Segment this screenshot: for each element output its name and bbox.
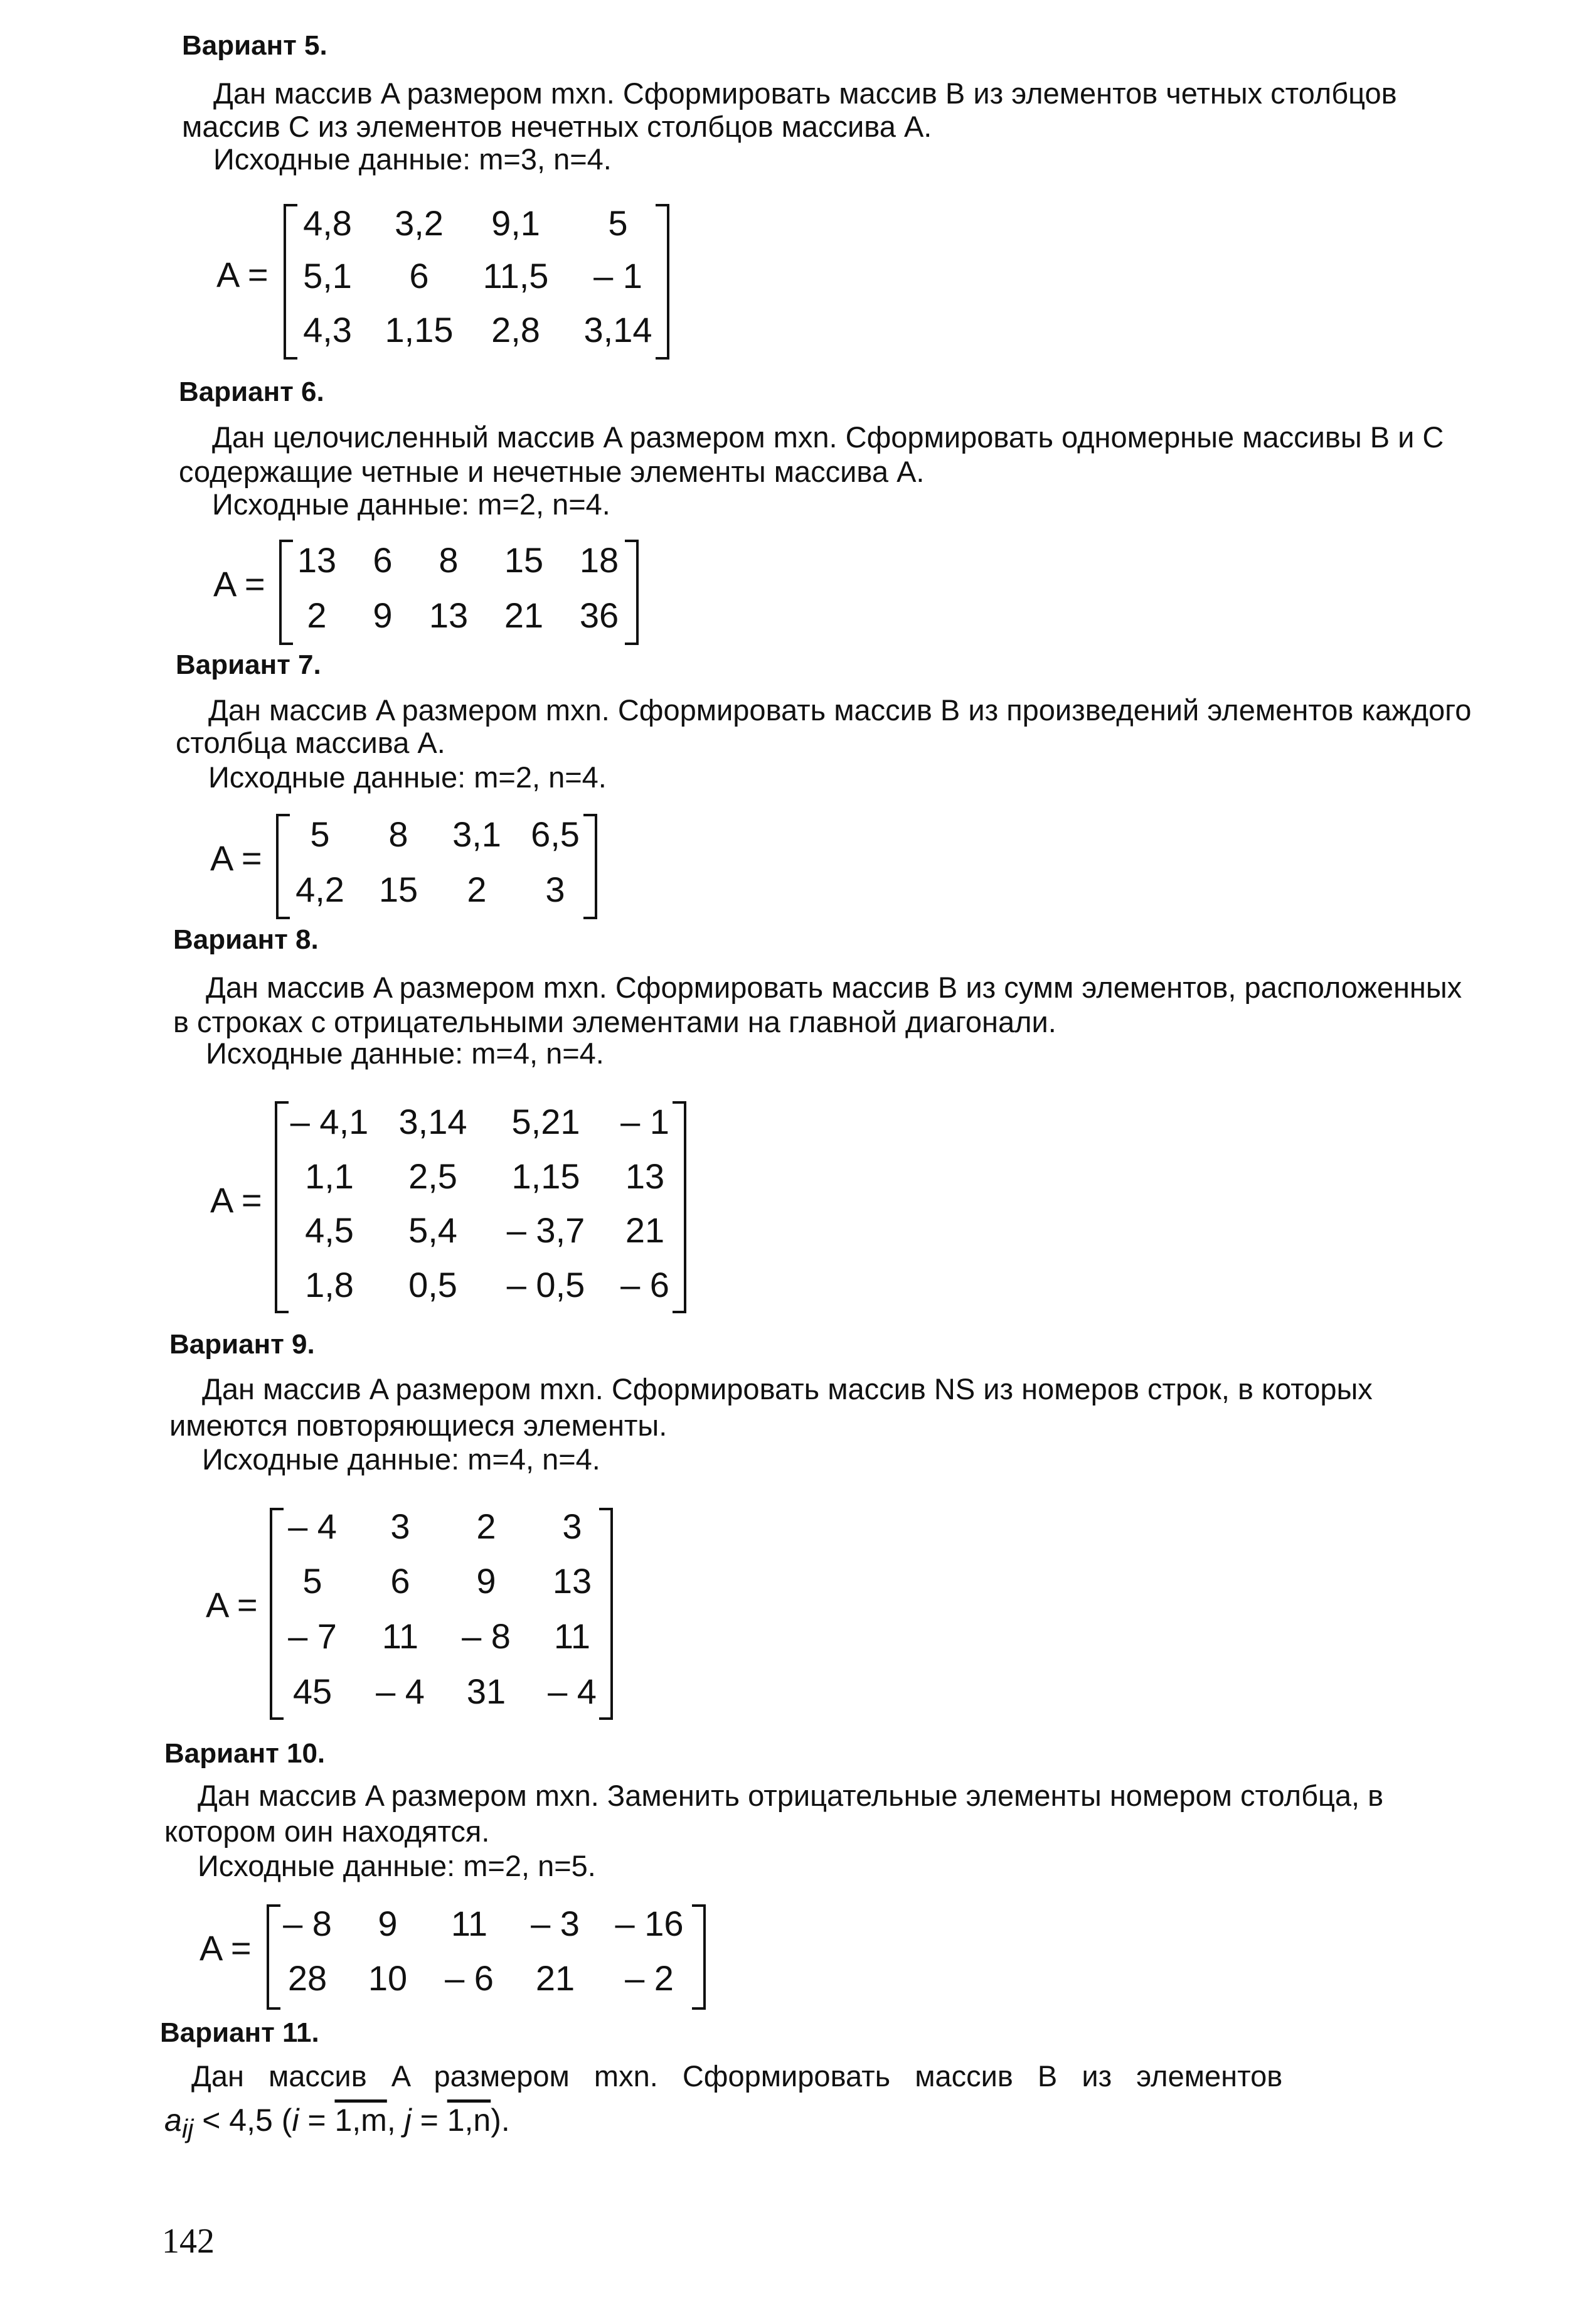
formula-range-j: 1,n <box>447 2103 491 2138</box>
matrix-cell: 4,3 <box>303 310 352 349</box>
matrix-cell: – 3,7 <box>506 1210 585 1250</box>
formula-equals: = <box>299 2103 335 2138</box>
matrix-cell: 15 <box>504 540 544 580</box>
formula-equals: = <box>411 2103 447 2138</box>
formula-end: ). <box>491 2103 510 2138</box>
matrix-label: A = <box>210 838 262 878</box>
matrix-cell: – 4 <box>376 1672 425 1711</box>
task-line: столбца массива A. <box>176 726 445 759</box>
matrix-cell: 2 <box>307 595 327 635</box>
matrix-cell: 21 <box>504 595 544 635</box>
matrix-cell: 2,8 <box>491 310 540 349</box>
formula-range-i: 1,m <box>334 2103 387 2138</box>
matrix-cell: 1,15 <box>511 1156 580 1196</box>
left-bracket <box>270 1508 284 1720</box>
matrix-cell: – 6 <box>620 1265 669 1304</box>
matrix-cell: – 16 <box>615 1904 684 1943</box>
task-line: Дан массив A размером mxn. Сформировать массив B из элементов <box>191 2059 1283 2093</box>
task-line: Исходные данные: m=2, n=5. <box>198 1849 596 1882</box>
matrix-cell: 6 <box>373 540 393 580</box>
matrix-cell: 5,21 <box>511 1102 580 1141</box>
matrix-cell: 4,5 <box>305 1210 354 1250</box>
matrix-cell: – 4,1 <box>290 1102 369 1141</box>
matrix-cell: 9 <box>378 1904 398 1943</box>
matrix-cell: 8 <box>388 814 408 854</box>
variant-title: Вариант 11. <box>160 2017 319 2048</box>
matrix-cell: 13 <box>552 1561 592 1601</box>
matrix-cell: 3 <box>390 1507 410 1546</box>
matrix-cell: – 3 <box>531 1904 580 1943</box>
matrix-cell: 21 <box>535 1958 575 1998</box>
matrix-cell: 11 <box>450 1904 488 1943</box>
task-line: Дан массив A размером mxn. Заменить отрицательные элементы номером столбца, в <box>198 1779 1384 1812</box>
matrix-cell: 1,1 <box>305 1156 354 1196</box>
right-bracket <box>656 204 669 360</box>
matrix-cell: 45 <box>292 1672 332 1711</box>
task-line: котором оин находятся. <box>164 1815 490 1848</box>
matrix-cell: 2 <box>467 870 487 909</box>
matrix-cell: – 7 <box>288 1616 337 1656</box>
matrix-cell: 15 <box>378 870 418 909</box>
condition-formula <box>164 2102 510 2144</box>
page-number: 142 <box>162 2222 215 2261</box>
matrix-cell: 18 <box>579 540 619 580</box>
left-bracket <box>276 814 290 919</box>
matrix-cell: 10 <box>368 1958 408 1998</box>
matrix-cell: 11 <box>553 1616 591 1656</box>
variant-title: Вариант 10. <box>164 1738 326 1769</box>
task-line: Дан массив A размером mxn. Сформировать массив B из произведений элементов каждого <box>208 693 1472 727</box>
task-line: Дан массив A размером mxn. Сформировать массив B из элементов четных столбцов <box>213 77 1397 110</box>
matrix-cell: 4,8 <box>303 203 352 243</box>
left-bracket <box>275 1101 289 1313</box>
task-line: массив C из элементов нечетных столбцов массива A. <box>182 110 932 143</box>
matrix-cell: 9 <box>373 595 393 635</box>
matrix-cell: – 8 <box>283 1904 332 1943</box>
matrix-cell: 31 <box>466 1672 506 1711</box>
task-line: Исходные данные: m=4, n=4. <box>206 1037 604 1070</box>
matrix-cell: 6 <box>409 256 429 296</box>
formula-comma: , <box>386 2103 405 2138</box>
formula-element: a <box>164 2103 182 2138</box>
matrix-cell: 9 <box>476 1561 496 1601</box>
matrix-label: A = <box>206 1585 258 1624</box>
matrix-cell: 3,1 <box>452 814 501 854</box>
right-bracket <box>692 1904 706 2010</box>
matrix-cell: 0,5 <box>408 1265 457 1304</box>
variant-title: Вариант 5. <box>182 30 327 61</box>
matrix-cell: – 0,5 <box>506 1265 585 1304</box>
matrix-cell: 2,5 <box>408 1156 457 1196</box>
formula-j: j <box>404 2103 412 2138</box>
matrix-cell: 1,8 <box>305 1265 354 1304</box>
task-line: имеются повторяющиеся элементы. <box>169 1409 668 1442</box>
matrix-cell: 5 <box>608 203 628 243</box>
matrix-cell: – 1 <box>593 256 642 296</box>
matrix-label: A = <box>210 1180 262 1220</box>
left-bracket <box>284 204 297 360</box>
matrix-cell: 13 <box>625 1156 665 1196</box>
task-line: Дан массив A размером mxn. Сформировать массив NS из номеров строк, в которых <box>202 1372 1373 1406</box>
task-line: Исходные данные: m=2, n=4. <box>212 488 610 521</box>
task-line: в строках с отрицательными элементами на главной диагонали. <box>173 1005 1056 1038</box>
matrix-cell: 4,2 <box>295 870 344 909</box>
matrix-cell: 28 <box>287 1958 327 1998</box>
matrix-cell: 6 <box>390 1561 410 1601</box>
matrix-cell: – 2 <box>625 1958 674 1998</box>
formula-inequality: < 4,5 ( <box>193 2103 292 2138</box>
matrix-cell: – 8 <box>462 1616 511 1656</box>
task-line: содержащие четные и нечетные элементы массива A. <box>179 455 925 488</box>
matrix-label: A = <box>200 1928 252 1968</box>
matrix-cell: 3,14 <box>583 310 652 349</box>
matrix-cell: – 1 <box>620 1102 669 1141</box>
matrix-cell: 3,14 <box>398 1102 467 1141</box>
matrix-cell: 21 <box>625 1210 665 1250</box>
task-line: Исходные данные: m=3, n=4. <box>213 142 612 176</box>
matrix-cell: 5 <box>302 1561 322 1601</box>
matrix-cell: 8 <box>439 540 459 580</box>
matrix-cell: – 4 <box>548 1672 597 1711</box>
matrix-cell: – 6 <box>445 1958 494 1998</box>
matrix-cell: 3 <box>545 870 565 909</box>
task-line: Исходные данные: m=2, n=4. <box>208 760 607 794</box>
task-line: Исходные данные: m=4, n=4. <box>202 1443 600 1476</box>
right-bracket <box>673 1101 686 1313</box>
task-line: Дан массив A размером mxn. Сформировать массив B из сумм элементов, расположенных <box>206 971 1462 1004</box>
matrix-label: A = <box>213 564 265 604</box>
matrix-cell: 2 <box>476 1507 496 1546</box>
variant-title: Вариант 9. <box>169 1329 315 1360</box>
matrix-cell: 13 <box>428 595 469 635</box>
matrix-cell: 5 <box>310 814 330 854</box>
right-bracket <box>599 1508 613 1720</box>
right-bracket <box>583 814 597 919</box>
matrix-cell: 3,2 <box>395 203 444 243</box>
matrix-cell: – 4 <box>288 1507 337 1546</box>
matrix-cell: 6,5 <box>531 814 580 854</box>
matrix-cell: 1,15 <box>385 310 454 349</box>
task-line: Дан целочисленный массив A размером mxn. Сформировать одномерные массивы B и C <box>212 420 1444 454</box>
left-bracket <box>279 540 293 645</box>
variant-title: Вариант 7. <box>176 649 321 680</box>
matrix-cell: 9,1 <box>491 203 540 243</box>
matrix-cell: 13 <box>297 540 337 580</box>
matrix-label: A = <box>216 255 269 294</box>
left-bracket <box>267 1904 280 2010</box>
variant-title: Вариант 6. <box>179 376 324 407</box>
matrix-cell: 5,1 <box>303 256 352 296</box>
matrix-cell: 36 <box>579 595 619 635</box>
formula-subscript: ij <box>181 2114 194 2143</box>
formula-i: i <box>292 2103 299 2138</box>
matrix-cell: 11,5 <box>482 256 549 296</box>
matrix-cell: 11 <box>381 1616 419 1656</box>
variant-title: Вариант 8. <box>173 924 319 955</box>
right-bracket <box>625 540 639 645</box>
matrix-cell: 5,4 <box>408 1210 457 1250</box>
matrix-cell: 3 <box>562 1507 582 1546</box>
